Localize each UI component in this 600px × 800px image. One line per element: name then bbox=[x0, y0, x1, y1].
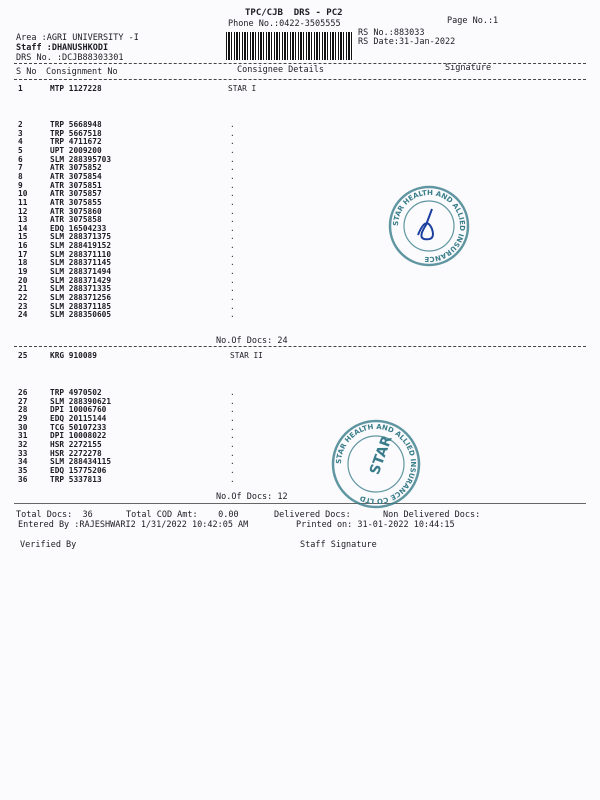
row-consignment: TRP 5667518 bbox=[50, 128, 102, 138]
row-sno: 29 bbox=[18, 413, 28, 423]
row-sno: 28 bbox=[18, 405, 28, 415]
row-consignee-dot: . bbox=[230, 422, 235, 432]
lead-consignment: KRG 910089 bbox=[50, 351, 97, 360]
row-consignment: EDQ 16504233 bbox=[50, 223, 107, 233]
row-consignment: SLM 288371494 bbox=[50, 267, 112, 277]
columns-divider bbox=[14, 79, 586, 80]
row-consignment: SLM 288371110 bbox=[50, 249, 112, 259]
consignment-row bbox=[0, 311, 600, 320]
row-sno: 22 bbox=[18, 293, 28, 302]
row-consignment: DPI 10008022 bbox=[50, 431, 107, 441]
row-sno: 19 bbox=[18, 267, 28, 277]
row-consignment: ATR 3075857 bbox=[50, 189, 102, 199]
row-consignee-dot: . bbox=[230, 171, 235, 181]
insurance-stamp-1 bbox=[388, 185, 470, 267]
entered-by: Entered By :RAJESHWARI2 1/31/2022 10:42:05 AM bbox=[18, 520, 249, 530]
group-lead-row bbox=[0, 85, 600, 94]
row-consignee-dot: . bbox=[230, 137, 235, 147]
row-sno: 13 bbox=[18, 215, 28, 225]
row-consignment: SLM 288390621 bbox=[50, 396, 112, 406]
verified-by: Verified By bbox=[20, 540, 77, 550]
group1-doc-count: No.Of Docs: 24 bbox=[216, 336, 288, 346]
row-consignee-dot: . bbox=[230, 267, 235, 277]
row-consignee-dot: . bbox=[230, 396, 235, 406]
row-sno: 15 bbox=[18, 232, 28, 242]
row-consignee-dot: . bbox=[230, 223, 235, 233]
page-number: Page No.:1 bbox=[447, 16, 499, 26]
row-sno: 32 bbox=[18, 439, 28, 449]
row-consignment: SLM 288371375 bbox=[50, 232, 112, 242]
row-consignee-dot: . bbox=[230, 388, 235, 397]
row-sno: 24 bbox=[18, 310, 28, 320]
row-consignment: ATR 3075851 bbox=[50, 180, 102, 190]
row-consignee-dot: . bbox=[230, 413, 235, 423]
total-docs: Total Docs: 36 bbox=[16, 510, 93, 520]
row-consignee-dot: . bbox=[230, 197, 235, 207]
svg-text:STAR: STAR bbox=[366, 433, 396, 477]
row-consignee-dot: . bbox=[230, 232, 235, 242]
col-consignee: Consignee Details bbox=[237, 65, 324, 75]
row-consignment: SLM 288371185 bbox=[50, 301, 112, 311]
row-consignment: UPT 2009200 bbox=[50, 145, 102, 155]
header-divider bbox=[14, 63, 586, 64]
insurance-stamp-2 bbox=[330, 418, 422, 510]
row-consignee-dot: . bbox=[230, 128, 235, 138]
total-cod: Total COD Amt: 0.00 bbox=[126, 510, 239, 520]
stamp2-text: STAR HEALTH AND ALLIED INSURANCE CO LTD bbox=[334, 422, 418, 506]
row-sno: 17 bbox=[18, 249, 28, 259]
svg-text:STAR HEALTH AND ALLIED INSURAN bbox=[392, 189, 466, 263]
row-consignment: HSR 2272278 bbox=[50, 448, 102, 458]
row-consignee-dot: . bbox=[230, 163, 235, 173]
row-sno: 27 bbox=[18, 396, 28, 406]
row-sno: 34 bbox=[18, 457, 28, 467]
row-sno: 31 bbox=[18, 431, 28, 441]
row-consignment: HSR 2272155 bbox=[50, 439, 102, 449]
row-consignee-dot: . bbox=[230, 439, 235, 449]
row-consignee-dot: . bbox=[230, 206, 235, 216]
row-consignee-dot: . bbox=[230, 465, 235, 475]
row-consignment: SLM 288419152 bbox=[50, 241, 112, 251]
row-sno: 14 bbox=[18, 223, 28, 233]
row-consignee-dot: . bbox=[230, 284, 235, 294]
row-sno: 20 bbox=[18, 275, 28, 285]
row-consignment: SLM 288371256 bbox=[50, 293, 112, 302]
barcode bbox=[226, 32, 354, 60]
row-sno: 30 bbox=[18, 422, 28, 432]
row-sno: 16 bbox=[18, 241, 28, 251]
row-consignee-dot: . bbox=[230, 457, 235, 467]
stamp1-text: STAR HEALTH AND ALLIED INSURANCE bbox=[391, 188, 467, 264]
row-consignee-dot: . bbox=[230, 431, 235, 441]
row-consignment: TCG 50107233 bbox=[50, 422, 107, 432]
consignment-row bbox=[0, 476, 600, 485]
lead-consignee: STAR I bbox=[228, 84, 257, 93]
row-consignment: SLM 288371335 bbox=[50, 284, 112, 294]
row-sno: 6 bbox=[18, 154, 23, 164]
row-consignee-dot: . bbox=[230, 293, 235, 302]
row-consignee-dot: . bbox=[230, 310, 235, 320]
row-sno: 36 bbox=[18, 474, 28, 484]
col-consignment: Consignment No bbox=[46, 67, 118, 77]
group-lead-row bbox=[0, 352, 600, 361]
rs-number: RS No.:883033 bbox=[358, 28, 425, 38]
row-sno: 4 bbox=[18, 137, 23, 147]
row-sno: 8 bbox=[18, 171, 23, 181]
row-sno: 18 bbox=[18, 258, 28, 268]
row-sno: 33 bbox=[18, 448, 28, 458]
row-consignment: ATR 3075858 bbox=[50, 215, 102, 225]
row-consignee-dot: . bbox=[230, 275, 235, 285]
row-consignment: SLM 288395703 bbox=[50, 154, 112, 164]
group2-divider bbox=[14, 503, 586, 504]
row-consignment: ATR 3075855 bbox=[50, 197, 102, 207]
lead-sno: 25 bbox=[18, 351, 28, 360]
doc-title: TPC/CJB DRS - PC2 bbox=[245, 8, 343, 18]
row-consignment: EDQ 20115144 bbox=[50, 413, 107, 423]
row-sno: 35 bbox=[18, 465, 28, 475]
row-consignment: ATR 3075860 bbox=[50, 206, 102, 216]
staff-label: Staff :DHANUSHKODI bbox=[16, 43, 109, 53]
row-sno: 3 bbox=[18, 128, 23, 138]
area-label: Area :AGRI UNIVERSITY -I bbox=[16, 33, 139, 43]
row-sno: 12 bbox=[18, 206, 28, 216]
row-consignment: ATR 3075852 bbox=[50, 163, 102, 173]
row-consignment: TRP 5337813 bbox=[50, 474, 102, 484]
row-consignee-dot: . bbox=[230, 448, 235, 458]
row-consignment: TRP 4711672 bbox=[50, 137, 102, 147]
row-consignment: ATR 3075854 bbox=[50, 171, 102, 181]
row-consignee-dot: . bbox=[230, 474, 235, 484]
group2-doc-count: No.Of Docs: 12 bbox=[216, 492, 288, 502]
col-sno: S No bbox=[16, 67, 37, 77]
row-consignee-dot: . bbox=[230, 241, 235, 251]
lead-consignment: MTP 1127228 bbox=[50, 84, 102, 93]
row-sno: 23 bbox=[18, 301, 28, 311]
row-sno: 9 bbox=[18, 180, 23, 190]
lead-sno: 1 bbox=[18, 84, 23, 93]
lead-consignee: STAR II bbox=[230, 351, 263, 360]
row-sno: 7 bbox=[18, 163, 23, 173]
group1-divider bbox=[14, 346, 586, 347]
non-delivered-docs: Non Delivered Docs: bbox=[383, 510, 481, 520]
row-consignee-dot: . bbox=[230, 120, 235, 129]
row-sno: 5 bbox=[18, 145, 23, 155]
staff-signature: Staff Signature bbox=[300, 540, 377, 550]
row-consignee-dot: . bbox=[230, 249, 235, 259]
printed-on: Printed on: 31-01-2022 10:44:15 bbox=[296, 520, 455, 530]
drs-number: DRS No. :DCJB88303301 bbox=[16, 53, 124, 63]
row-consignee-dot: . bbox=[230, 258, 235, 268]
row-consignee-dot: . bbox=[230, 189, 235, 199]
row-sno: 11 bbox=[18, 197, 28, 207]
row-consignment: SLM 288371429 bbox=[50, 275, 112, 285]
delivered-docs: Delivered Docs: bbox=[274, 510, 351, 520]
phone-number: Phone No.:0422-3505555 bbox=[228, 19, 341, 29]
row-consignee-dot: . bbox=[230, 154, 235, 164]
row-consignee-dot: . bbox=[230, 405, 235, 415]
row-sno: 26 bbox=[18, 388, 28, 397]
row-sno: 21 bbox=[18, 284, 28, 294]
row-consignment: TRP 4970502 bbox=[50, 388, 102, 397]
row-consignment: SLM 288371145 bbox=[50, 258, 112, 268]
col-signature: Signature bbox=[445, 63, 492, 73]
row-consignment: TRP 5668948 bbox=[50, 120, 102, 129]
rs-date: RS Date:31-Jan-2022 bbox=[358, 37, 456, 47]
row-consignment: SLM 288434115 bbox=[50, 457, 112, 467]
row-consignee-dot: . bbox=[230, 215, 235, 225]
row-consignee-dot: . bbox=[230, 180, 235, 190]
row-sno: 10 bbox=[18, 189, 28, 199]
row-consignment: DPI 10006760 bbox=[50, 405, 107, 415]
row-consignment: SLM 288350605 bbox=[50, 310, 112, 320]
row-sno: 2 bbox=[18, 120, 23, 129]
row-consignee-dot: . bbox=[230, 301, 235, 311]
row-consignee-dot: . bbox=[230, 145, 235, 155]
row-consignment: EDQ 15775206 bbox=[50, 465, 107, 475]
